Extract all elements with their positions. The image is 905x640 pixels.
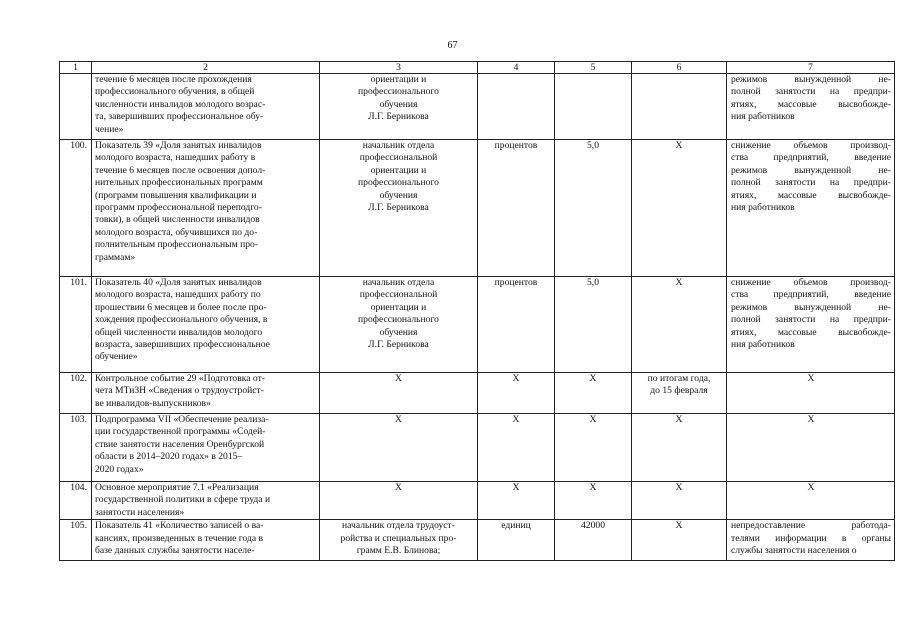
cell-text-line: ции государственной программы «Содей-: [95, 426, 266, 438]
cell-text-line: Х: [807, 482, 815, 493]
indicator-name-cell: [92, 520, 320, 561]
cell-text-line: граммам»: [95, 251, 136, 263]
cell-text-line: чета МТиЗН «Сведения о трудоустройст-: [95, 385, 264, 397]
table-row: [60, 520, 895, 561]
value-cell: [555, 482, 632, 520]
cell-text: Х: [512, 373, 520, 384]
cell-text-line: Л.Г. Берникова: [368, 339, 429, 351]
responsible-cell: [320, 482, 478, 520]
cell-text-line: профессиональной: [359, 289, 438, 301]
value-cell: [555, 140, 632, 277]
risk-cell: [727, 520, 895, 561]
cell-text-line: та, завершивших профессиональное обу-: [95, 111, 264, 123]
cell-text-line: службы занятости населения о: [731, 545, 857, 557]
cell-text-line: Х: [395, 414, 402, 425]
term-cell: [632, 140, 727, 277]
row-number-cell: [60, 482, 92, 520]
row-number-cell: [60, 277, 92, 373]
cell-text-line: снижение объемов производ-: [731, 140, 891, 151]
responsible-cell: [320, 414, 478, 482]
table-row: [60, 140, 895, 277]
cell-text-line: базе данных службы занятости населе-: [95, 545, 255, 557]
cell-text: Х: [512, 482, 520, 493]
value-cell: [555, 373, 632, 414]
cell-text-line: прошествии 6 месяцев и более после про-: [95, 301, 267, 313]
cell-text: Х: [512, 414, 520, 425]
cell-text-line: обучения: [379, 326, 418, 338]
cell-text-line: Показатель 41 «Количество записей о ва-: [95, 520, 264, 532]
unit-cell: [478, 414, 555, 482]
cell-text-line: ствие занятости населения Оренбургской: [95, 438, 265, 450]
cell-text: 5,0: [587, 140, 599, 151]
cell-text-line: профессиональной: [359, 152, 438, 164]
cell-text-line: Х: [675, 520, 683, 532]
cell-text-line: молодого возраста, нашедших работу в: [95, 152, 256, 164]
cell-text-line: области в 2014–2020 годах» в 2015–: [95, 451, 243, 463]
cell-text: 102.: [70, 373, 87, 384]
cell-text-line: возраста, завершивших профессиональное: [95, 339, 270, 351]
cell-text-line: профессионального: [358, 86, 439, 98]
cell-text-line: режимов вынужденной не-: [731, 164, 891, 176]
cell-text-line: ства предприятий, введение: [731, 152, 891, 164]
indicator-name-cell: [92, 74, 320, 140]
table-row: [60, 277, 895, 373]
page-number: 67: [447, 40, 458, 51]
cell-text-line: Основное мероприятие 7.1 «Реализация: [95, 482, 259, 493]
risk-cell: [727, 482, 895, 520]
row-number-cell: [60, 74, 92, 140]
cell-text-line: обучения: [379, 98, 418, 110]
cell-text: единиц: [501, 520, 531, 532]
cell-text-line: полнительным профессиональным про-: [95, 239, 259, 251]
unit-cell: [478, 277, 555, 373]
cell-text-line: Х: [675, 482, 683, 493]
cell-text-line: полной занятости на предпри-: [731, 177, 891, 189]
cell-text: 105.: [70, 520, 87, 532]
cell-text-line: до 15 февраля: [650, 385, 708, 397]
header-cell: 2: [92, 62, 320, 74]
cell-text-line: ятиях, массовые высвобожде-: [731, 98, 891, 110]
header-cell: 1: [60, 62, 92, 74]
cell-text-line: ния работников: [731, 202, 795, 214]
cell-text-line: по итогам года,: [647, 373, 711, 384]
cell-text-line: полной занятости на предпри-: [731, 314, 891, 326]
risk-cell: [727, 373, 895, 414]
cell-text-line: Х: [395, 482, 402, 493]
cell-text-line: профессионального: [358, 314, 439, 326]
term-cell: [632, 482, 727, 520]
table-row: [60, 482, 895, 520]
cell-text-line: Показатель 39 «Доля занятых инвалидов: [95, 140, 262, 151]
cell-text: 103.: [70, 414, 87, 425]
header-cell: 5: [555, 62, 632, 74]
cell-text: процентов: [494, 140, 538, 151]
cell-text-line: течение 6 месяцев после прохождения: [95, 74, 252, 85]
unit-cell: [478, 520, 555, 561]
cell-text-line: кансиях, произведенных в течение года в: [95, 532, 264, 544]
unit-cell: [478, 482, 555, 520]
cell-text-line: ве инвалидов-выпускников»: [95, 397, 211, 409]
cell-text-line: Х: [807, 373, 815, 384]
header-cell: 3: [320, 62, 478, 74]
cell-text-line: профессионального: [358, 177, 439, 189]
cell-text: 101.: [70, 277, 87, 288]
cell-text-line: начальник отдела: [362, 277, 435, 288]
cell-text-line: Л.Г. Берникова: [368, 202, 429, 214]
cell-text-line: товки), в общей численности инвалидов: [95, 214, 260, 226]
cell-text-line: численности инвалидов молодого возрас-: [95, 98, 266, 110]
row-number-cell: [60, 140, 92, 277]
cell-text-line: программ профессиональной переподго-: [95, 202, 262, 214]
cell-text-line: профессионального обучения, в общей: [95, 86, 255, 98]
cell-text-line: Х: [807, 414, 815, 425]
term-cell: [632, 414, 727, 482]
cell-text-line: грамм Е.В. Блинова;: [356, 545, 441, 557]
cell-text-line: ния работников: [731, 111, 795, 123]
cell-text-line: Л.Г. Берникова: [368, 111, 429, 123]
cell-text-line: Х: [395, 373, 402, 384]
responsible-cell: [320, 74, 478, 140]
cell-text-line: Х: [675, 414, 683, 425]
term-cell: [632, 277, 727, 373]
risk-cell: [727, 74, 895, 140]
program-table: [59, 61, 895, 561]
cell-text-line: чение»: [95, 123, 124, 135]
indicator-name-cell: [92, 140, 320, 277]
risk-cell: [727, 277, 895, 373]
unit-cell: [478, 373, 555, 414]
cell-text-line: ния работников: [731, 339, 795, 351]
row-number-cell: [60, 520, 92, 561]
cell-text-line: Х: [675, 140, 683, 151]
responsible-cell: [320, 520, 478, 561]
cell-text-line: Показатель 40 «Доля занятых инвалидов: [95, 277, 262, 288]
cell-text-line: Подпрограмма VII «Обеспечение реализа-: [95, 414, 269, 425]
cell-text-line: молодого возраста, нашедших работу по: [95, 289, 261, 301]
cell-text: процентов: [494, 277, 538, 288]
cell-text-line: обучения: [379, 189, 418, 201]
cell-text: 42000: [581, 520, 605, 532]
unit-cell: [478, 74, 555, 140]
header-row: [60, 62, 895, 74]
cell-text-line: телями информации в органы: [731, 532, 891, 544]
cell-text-line: течение 6 месяцев после освоения допол-: [95, 164, 266, 176]
term-cell: [632, 373, 727, 414]
cell-text-line: начальник отдела: [362, 140, 435, 151]
cell-text-line: начальник отдела трудоуст-: [342, 520, 455, 532]
responsible-cell: [320, 373, 478, 414]
cell-text: 100.: [70, 140, 87, 151]
cell-text-line: ориентации и: [370, 301, 427, 313]
value-cell: [555, 414, 632, 482]
cell-text-line: полной занятости на предпри-: [731, 86, 891, 98]
cell-text-line: непредоставление работода-: [731, 520, 891, 532]
indicator-name-cell: [92, 373, 320, 414]
term-cell: [632, 74, 727, 140]
cell-text-line: молодого возраста, обучившихся по до-: [95, 226, 258, 238]
risk-cell: [727, 414, 895, 482]
cell-text-line: 2020 годах»: [95, 463, 144, 475]
cell-text-line: ятиях, массовые высвобожде-: [731, 326, 891, 338]
cell-text-line: нительных профессиональных программ: [95, 177, 263, 189]
header-cell: 7: [727, 62, 895, 74]
cell-text-line: ориентации и: [370, 74, 427, 85]
cell-text-line: ятиях, массовые высвобожде-: [731, 189, 891, 201]
cell-text-line: обучение»: [95, 351, 138, 363]
table-row: [60, 74, 895, 140]
value-cell: [555, 520, 632, 561]
row-number-cell: [60, 373, 92, 414]
row-number-cell: [60, 414, 92, 482]
cell-text-line: государственной политики в сфере труда и: [95, 494, 271, 506]
header-cell: 6: [632, 62, 727, 74]
cell-text: 104.: [70, 482, 87, 493]
cell-text-line: (программ повышения квалификации и: [95, 189, 257, 201]
cell-text-line: режимов вынужденной не-: [731, 301, 891, 313]
value-cell: [555, 277, 632, 373]
header-cell: 4: [478, 62, 555, 74]
cell-text-line: хождения профессионального обучения, в: [95, 314, 268, 326]
cell-text-line: ства предприятий, введение: [731, 289, 891, 301]
cell-text-line: ориентации и: [370, 164, 427, 176]
cell-text-line: занятости населения»: [95, 506, 185, 518]
cell-text: Х: [589, 482, 597, 493]
cell-text-line: общей численности инвалидов молодого: [95, 326, 263, 338]
term-cell: [632, 520, 727, 561]
responsible-cell: [320, 140, 478, 277]
cell-text: Х: [589, 373, 597, 384]
risk-cell: [727, 140, 895, 277]
unit-cell: [478, 140, 555, 277]
cell-text: Х: [589, 414, 597, 425]
cell-text-line: снижение объемов производ-: [731, 277, 891, 288]
indicator-name-cell: [92, 414, 320, 482]
cell-text-line: Контрольное событие 29 «Подготовка от-: [95, 373, 265, 384]
responsible-cell: [320, 277, 478, 373]
cell-text-line: режимов вынужденной не-: [731, 74, 891, 85]
cell-text: 5,0: [587, 277, 599, 288]
indicator-name-cell: [92, 482, 320, 520]
indicator-name-cell: [92, 277, 320, 373]
cell-text-line: ройства и специальных про-: [340, 532, 457, 544]
value-cell: [555, 74, 632, 140]
table-row: [60, 373, 895, 414]
table-row: [60, 414, 895, 482]
cell-text-line: Х: [675, 277, 683, 288]
